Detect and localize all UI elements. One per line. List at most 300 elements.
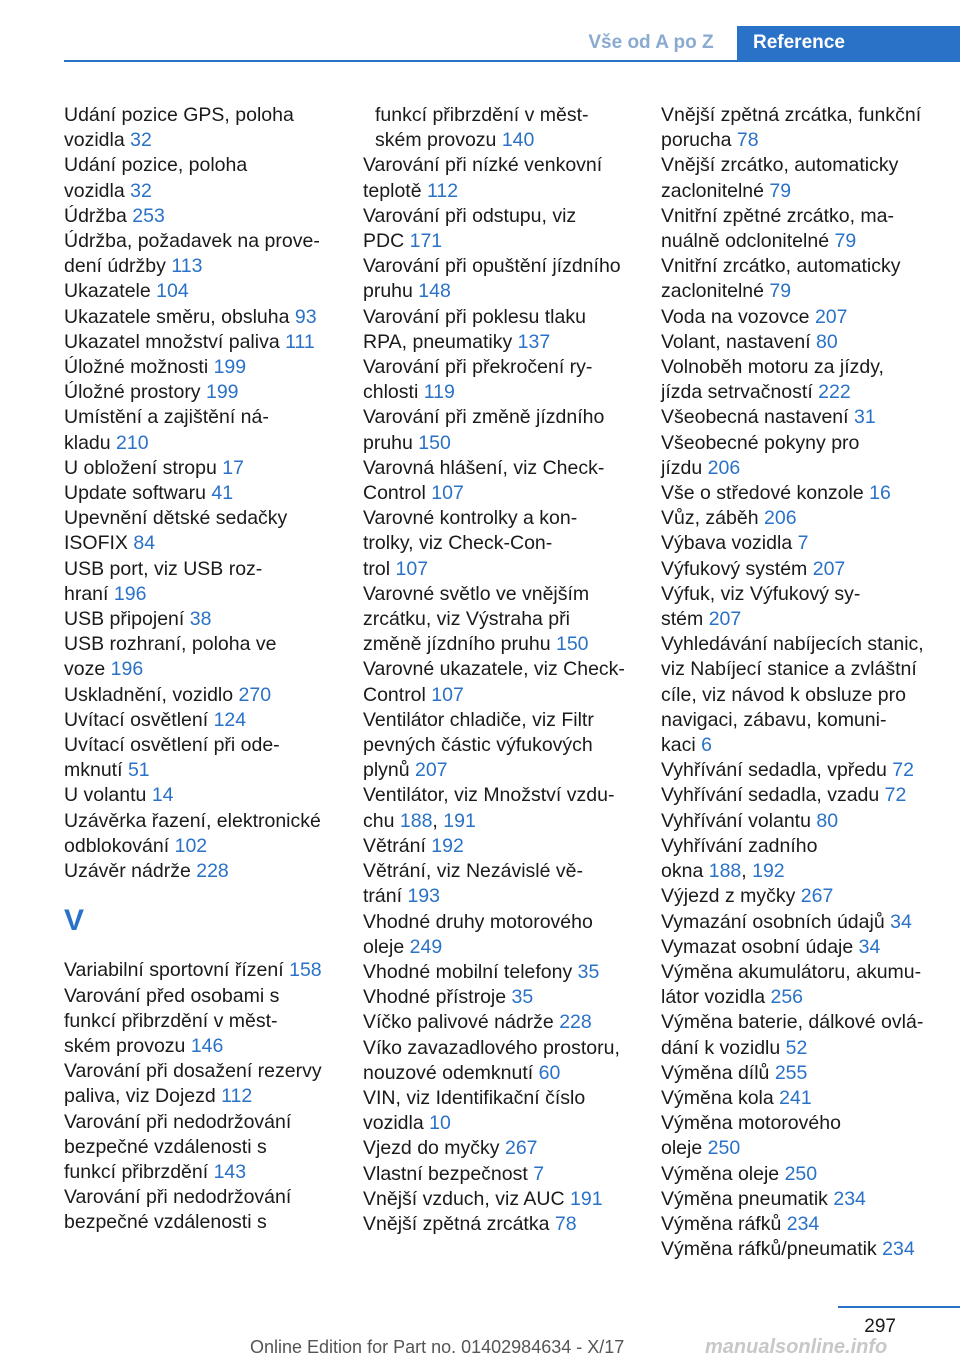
index-entry-text: Vnější vzduch, viz AUC 191 [363,1187,603,1210]
page-link[interactable]: 14 [151,784,174,807]
index-entry [363,204,653,254]
index-entry-text: Větrání, viz Nezávislé vě‐ [363,860,583,883]
page-link[interactable]: 78 [554,1212,577,1235]
page-link[interactable]: 84 [133,532,156,555]
page-link[interactable]: 38 [189,608,212,631]
page-link[interactable]: 250 [784,1162,818,1185]
page-link[interactable]: 234 [833,1187,866,1210]
index-entry-text: bezpečné vzdálenosti s [64,1135,267,1158]
page-link[interactable]: 7 [533,1162,545,1185]
page-link[interactable]: 107 [395,557,429,580]
index-column-3 [661,103,960,1262]
index-entry [363,1036,653,1086]
index-entry-text: Výměna ráfků 234 [661,1212,820,1235]
index-entry-text: Údržba, požadavek na prove‐ [64,230,320,253]
page-link[interactable]: 72 [892,759,914,782]
index-entry-text: ském provozu 140 [375,129,535,152]
page-link[interactable]: 196 [113,582,147,605]
index-entry-text: Varování při dosažení rezervy [64,1060,322,1083]
index-entry-text: Výbava vozidla 7 [661,532,809,555]
index-entry-text: Varování při odstupu, viz [363,204,577,227]
page-link[interactable]: 80 [816,809,839,832]
index-entry [363,1212,653,1237]
index-entry [363,1187,653,1212]
index-entry [64,305,354,330]
index-entry [661,431,960,481]
index-entry [64,1110,354,1186]
page-link[interactable]: 35 [511,986,534,1009]
page-number: 297 [864,1316,896,1337]
index-entry-text: Výměna dílů 255 [661,1061,808,1084]
page-link[interactable]: 249 [409,935,443,958]
index-entry-text: Varování při nízké venkovní [363,154,603,177]
page-link[interactable]: 256 [770,986,804,1009]
index-entry [64,733,354,783]
index-entry-text: zaclonitelné 79 [661,179,792,202]
page-link[interactable]: 171 [409,230,443,253]
index-entry-text: Varování při překročení ry‐ [363,356,593,379]
index-entry-text: plynů 207 [363,759,448,782]
index-entry [661,330,960,355]
index-column-1 [64,103,354,1236]
page-link[interactable]: 93 [294,305,317,328]
page-link[interactable]: 196 [110,658,144,681]
index-entry-text: Vhodné druhy motorového [363,910,593,933]
page-link[interactable]: 35 [577,960,600,983]
index-entry-text: funkcí přibrzdění v měst‐ [64,1009,278,1032]
index-entry-text: změně jízdního pruhu 150 [363,633,589,656]
page-link[interactable]: 32 [130,129,152,152]
index-entry-text: RPA, pneumatiky 137 [363,330,551,353]
index-entry [661,355,960,405]
index-entry-text: Vhodné mobilní telefony 35 [363,960,600,983]
index-entry-text: Upevnění dětské sedačky [64,507,288,530]
index-entry [363,1162,653,1187]
page-link[interactable]: 234 [786,1212,820,1235]
index-entry [661,1237,960,1262]
watermark: manualsonline.info [705,1336,888,1358]
index-entry-text: Varování při poklesu tlaku [363,305,586,328]
index-entry-text: pevných částic výfukových [363,734,593,757]
page-link[interactable]: 119 [423,381,455,404]
index-entry-text: Variabilní sportovní řízení 158 [64,959,322,982]
index-entry-text: kladu 210 [64,431,149,454]
index-entry-text: funkcí přibrzdění v měst‐ [375,104,589,126]
page-link[interactable]: 188 [708,860,742,883]
index-entry [64,632,354,682]
index-entry-text: U obložení stropu 17 [64,456,244,479]
index-entry-text: Vjezd do myčky 267 [363,1137,538,1160]
index-entry-text: jízdu 206 [661,456,741,479]
index-entry-text: Ukazatele směru, obsluha 93 [64,305,317,328]
index-entry [661,1061,960,1086]
index-entry-text: jízda setrvačností 222 [661,381,851,404]
index-list-u [64,103,354,884]
index-entry-text: Ventilátor, viz Množství vzdu‐ [363,784,615,807]
index-entry [64,683,354,708]
page-link[interactable]: 34 [858,935,881,958]
page-link[interactable]: 113 [171,255,203,278]
index-entry [363,254,653,304]
index-entry-text: Uzávěrka řazení, elektronické [64,809,321,832]
index-entry [661,1010,960,1060]
page-link[interactable]: 193 [407,885,440,908]
index-entry-text: Varování při opuštění jízdního [363,255,621,278]
page-link[interactable]: 228 [196,860,229,883]
index-entry [661,884,960,909]
index-entry-text: Varovné ukazatele, viz Check- [363,658,625,681]
header-divider [64,60,960,62]
page-link[interactable]: 80 [816,330,838,353]
page-link[interactable]: 199 [213,356,247,379]
index-entry [64,984,354,1060]
index-entry-text: Varovné světlo ve vnějším [363,582,590,605]
index-entry-text: porucha 78 [661,129,759,152]
index-entry-text: zrcátku, viz Výstraha při [363,608,570,631]
index-entry [661,1212,960,1237]
section-letter-v: V [64,904,85,938]
index-entry [64,405,354,455]
page-link[interactable]: 72 [884,784,907,807]
index-entry [363,103,653,153]
tab-reference[interactable]: Reference [737,26,960,60]
index-entry-text: Vnější zrcátko, automaticky [661,154,899,177]
page-link[interactable]: 253 [132,204,165,227]
index-entry-text: chu 188, 191 [363,809,476,832]
page-link[interactable]: 107 [431,683,464,706]
index-entry-text: Uzávěr nádrže 228 [64,860,229,883]
index-entry-text: Umístění a zajištění ná‐ [64,406,269,429]
index-entry-text: Volant, nastavení 80 [661,330,838,353]
page-link[interactable]: 267 [800,885,834,908]
index-entry-text: Výměna pneumatik 234 [661,1187,866,1210]
index-entry [661,935,960,960]
index-entry-text: Větrání 192 [363,834,464,857]
index-entry-text: trolky, viz Check-Con‐ [363,532,553,555]
index-entry [661,254,960,304]
page-link[interactable]: 79 [769,280,792,303]
page-link[interactable]: 79 [834,230,857,253]
index-entry [661,481,960,506]
page-link[interactable]: 150 [418,431,451,454]
index-entry-text: dání k vozidlu 52 [661,1036,808,1059]
index-entry-text: Vnější zpětná zrcátka, funkční [661,104,922,126]
index-entry [661,305,960,330]
index-entry-text: Control 107 [363,482,464,505]
index-entry-text: Všeobecné pokyny pro [661,431,860,454]
index-entry [661,557,960,582]
page-link[interactable]: 16 [869,482,891,505]
index-entry [661,1086,960,1111]
index-entry-text: paliva, viz Dojezd 112 [64,1085,253,1108]
index-entry-text: mknutí 51 [64,759,150,782]
index-entry [64,204,354,229]
index-entry [363,859,653,909]
index-entry-text: USB rozhraní, poloha ve [64,633,277,656]
index-entry [363,305,653,355]
index-entry-text: vozidla 32 [64,179,152,202]
index-entry [64,958,354,983]
index-entry-text: Vnější zpětná zrcátka 78 [363,1212,577,1235]
edition-text: Online Edition for Part no. 01402984634 - X/17 [250,1337,625,1357]
page-link[interactable]: 17 [222,456,244,479]
index-entry [363,153,653,203]
index-entry [64,506,354,556]
index-entry-text: Varování při změně jízdního [363,406,605,429]
page-link[interactable]: 148 [418,280,451,303]
page-link[interactable]: 124 [213,708,247,731]
index-entry [64,103,354,153]
index-entry-text: Výměna baterie, dálkové ovlá‐ [661,1011,924,1034]
index-entry-text: Vlastní bezpečnost 7 [363,1162,545,1185]
index-entry-text: trol 107 [363,557,429,580]
page-link[interactable]: 112 [221,1085,253,1108]
index-entry-text: Výfukový systém 207 [661,557,846,580]
page-link[interactable]: 137 [517,330,551,353]
page-link[interactable]: 7 [797,532,809,555]
index-entry-text: bezpečné vzdálenosti s [64,1211,267,1234]
index-entry-text: nouzové odemknutí 60 [363,1061,561,1084]
index-entry-text: USB port, viz USB roz‐ [64,557,263,580]
index-entry-text: ISOFIX 84 [64,532,156,555]
index-entry [363,405,653,455]
index-entry-text: Vnitřní zrcátko, automaticky [661,255,901,278]
index-entry-text: Víko zavazadlového prostoru, [363,1036,620,1059]
index-entry-text: Control 107 [363,683,464,706]
index-entry [661,758,960,783]
index-entry-text: Vše o středové konzole 16 [661,482,891,505]
index-entry [64,1059,354,1109]
index-entry [64,1185,354,1235]
index-entry [64,153,354,203]
page-link[interactable]: 207 [814,305,848,328]
index-entry [363,960,653,985]
index-entry-text: vozidla 32 [64,129,152,152]
index-entry-text: Vyhřívání zadního [661,834,818,857]
page-link[interactable]: 270 [238,683,272,706]
index-entry [64,355,354,380]
index-entry-text: ském provozu 146 [64,1034,224,1057]
index-entry-text: Uvítací osvětlení při ode‐ [64,734,280,757]
page-link[interactable]: 32 [130,179,152,202]
page-header [0,0,960,62]
page-link[interactable]: 79 [769,179,792,202]
index-entry-text: pruhu 148 [363,280,451,303]
index-entry [363,1010,653,1035]
page-link[interactable]: 207 [708,608,742,631]
page-link[interactable]: 158 [289,959,322,982]
page-link[interactable]: 228 [559,1011,592,1034]
page-link[interactable]: 222 [818,381,851,404]
index-entry-text: Vyhledávání nabíjecích stanic, [661,633,924,656]
index-entry-text: PDC 171 [363,230,443,253]
index-entry [661,632,960,758]
index-entry-text: Vyhřívání sedadla, vzadu 72 [661,784,907,807]
index-entry-text: voze 196 [64,658,144,681]
page-link[interactable]: 199 [205,381,239,404]
index-entry [661,506,960,531]
index-entry-text: Víčko palivové nádrže 228 [363,1011,592,1034]
index-entry [363,582,653,658]
page-link[interactable]: 104 [156,280,189,303]
page-link[interactable]: 102 [174,834,208,857]
index-entry-text: Voda na vozovce 207 [661,305,848,328]
index-entry [363,1086,653,1136]
index-entry [64,229,354,279]
page-link[interactable]: 143 [213,1160,247,1183]
footer-divider [838,1306,960,1308]
page-link[interactable]: 34 [890,910,912,933]
index-entry-text: Vůz, záběh 206 [661,507,797,530]
index-entry-text: Volnoběh motoru za jízdy, [661,356,884,379]
page-link[interactable]: 234 [882,1238,915,1261]
page-link[interactable]: 111 [285,330,315,353]
index-entry [64,481,354,506]
index-entry-text: odblokování 102 [64,834,208,857]
index-entry-text: chlosti 119 [363,381,455,404]
index-entry-text: Vhodné přístroje 35 [363,986,534,1009]
page-link[interactable]: 140 [501,129,535,152]
index-entry-text: Všeobecná nastavení 31 [661,406,876,429]
page-link[interactable]: 150 [555,633,589,656]
index-entry-text: Udání pozice GPS, poloha [64,104,294,126]
index-entry-text: Výjezd z myčky 267 [661,885,834,908]
page-link[interactable]: 250 [707,1137,741,1160]
page-link[interactable]: 210 [116,431,149,454]
index-entry-text: funkcí přibrzdění 143 [64,1160,247,1183]
index-entry [363,1136,653,1161]
index-entry-text: U volantu 14 [64,784,174,807]
page-link[interactable]: 192 [431,834,464,857]
index-entry-text: trání 193 [363,885,440,908]
index-list-v2 [363,103,653,1237]
index-entry-text: Ukazatel množství paliva 111 [64,330,315,353]
index-entry [363,783,653,833]
index-entry-text: Uskladnění, vozidlo 270 [64,683,272,706]
page-link[interactable]: 146 [190,1034,224,1057]
index-entry-text: viz Nabíjecí stanice a zvláštní [661,658,917,681]
index-entry [64,557,354,607]
index-entry-text: Údržba 253 [64,204,165,227]
index-entry-text: Výměna akumulátoru, akumu‐ [661,960,922,983]
page-link[interactable]: 206 [764,507,797,530]
index-entry [661,809,960,834]
index-entry-text: Výměna motorového [661,1112,841,1135]
page-link[interactable]: 6 [701,734,712,757]
index-entry [363,708,653,784]
index-entry-text: Ukazatele 104 [64,280,189,303]
index-entry [363,456,653,506]
page-link[interactable]: 107 [431,482,464,505]
index-entry-text: Vnitřní zpětné zrcátko, ma‐ [661,204,895,227]
page-link[interactable]: 52 [785,1036,808,1059]
index-entry [64,708,354,733]
index-entry-text: kaci 6 [661,734,712,757]
index-entry [661,405,960,430]
index-entry-text: cíle, viz návod k obsluze pro [661,683,906,706]
index-entry [64,456,354,481]
index-entry-text: Update softwaru 41 [64,482,234,505]
index-entry-text: oleje 249 [363,935,443,958]
index-entry-text: Vymazání osobních údajů 34 [661,910,912,933]
index-entry-text: Úložné možnosti 199 [64,356,247,379]
index-entry [363,657,653,707]
index-entry-text: pruhu 150 [363,431,451,454]
index-entry-text: látor vozidla 256 [661,986,804,1009]
index-entry-text: Výfuk, viz Výfukový sy‐ [661,582,861,605]
page-link[interactable]: 267 [504,1137,538,1160]
index-entry [661,834,960,884]
page-link[interactable]: 206 [707,456,741,479]
index-entry [661,910,960,935]
index-entry [661,1111,960,1161]
index-entry [661,1162,960,1187]
index-entry [661,960,960,1010]
index-entry-text: nuálně odclonitelné 79 [661,230,857,253]
index-entry-text: Varovná hlášení, viz Check- [363,456,605,479]
page-link[interactable]: 78 [736,129,759,152]
index-entry-text: hraní 196 [64,582,147,605]
page-link[interactable]: 112 [426,179,459,202]
page-link[interactable]: 207 [415,759,448,782]
index-column-2 [363,103,653,1237]
page-link[interactable]: 241 [779,1086,812,1109]
page-link[interactable]: 255 [774,1061,808,1084]
index-entry-text: Výměna kola 241 [661,1086,812,1109]
page-link[interactable]: 60 [538,1061,561,1084]
index-entry [64,279,354,304]
page-link[interactable]: 191 [570,1187,603,1210]
page-link[interactable]: 188 [399,809,433,832]
index-entry [64,783,354,808]
index-entry [661,153,960,203]
index-entry [661,531,960,556]
page-link[interactable]: 10 [429,1112,451,1135]
index-entry [363,910,653,960]
index-entry-text: VIN, viz Identifikační číslo [363,1086,586,1109]
index-entry-text: Udání pozice, poloha [64,154,248,177]
index-entry-text: navigaci, zábavu, komuni‐ [661,708,887,731]
index-entry-text: zaclonitelné 79 [661,280,792,303]
index-entry [661,783,960,808]
index-entry-text: Výměna ráfků/pneumatik 234 [661,1238,915,1261]
page-link[interactable]: 191 [443,809,476,832]
index-entry [661,103,960,153]
index-list-v3 [661,103,960,1262]
index-entry [363,834,653,859]
index-entry-text: Varování při nedodržování [64,1186,292,1209]
index-entry-text: oleje 250 [661,1137,741,1160]
index-entry-text: Varování před osobami s [64,984,280,1007]
index-entry [64,859,354,884]
index-entry-text: vozidla 10 [363,1112,451,1135]
page-link[interactable]: 31 [853,406,876,429]
index-entry-text: Vyhřívání volantu 80 [661,809,839,832]
index-entry-text: Úložné prostory 199 [64,381,239,404]
index-entry [363,985,653,1010]
page-link[interactable]: 41 [211,482,234,505]
index-entry-text: Vyhřívání sedadla, vpředu 72 [661,759,914,782]
page-link[interactable]: 207 [812,557,846,580]
tab-index[interactable]: Vše od A po Z [588,32,714,53]
index-entry [64,809,354,859]
page-link[interactable]: 51 [127,759,150,782]
index-entry-text: Ventilátor chladiče, viz Filtr [363,708,594,731]
page-link[interactable]: 192 [752,860,785,883]
index-entry-text: dení údržby 113 [64,255,203,278]
index-list-v [64,958,354,1235]
index-entry-text: Varovné kontrolky a kon‐ [363,507,578,530]
